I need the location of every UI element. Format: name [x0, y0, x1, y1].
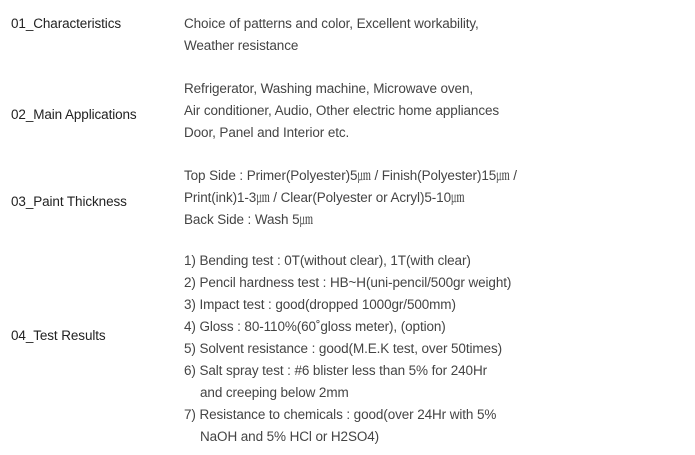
content-line: 5) Solvent resistance : good(M.E.K test, over 50times) — [184, 341, 502, 356]
content-line: Refrigerator, Washing machine, Microwave oven, — [184, 81, 474, 96]
section-label-characteristics: 01_Characteristics — [11, 16, 121, 31]
content-line: 7) Resistance to chemicals : good(over 24Hr with 5% — [184, 407, 497, 422]
content-line: 4) Gloss : 80-110%(60˚gloss meter), (option) — [184, 319, 446, 334]
section-label-paint-thickness: 03_Paint Thickness — [11, 194, 127, 209]
section-content-paint-thickness — [184, 165, 517, 231]
content-line: Door, Panel and Interior etc. — [184, 125, 350, 140]
content-line: NaOH and 5% HCl or H2SO4) — [200, 429, 380, 444]
content-line: 1) Bending test : 0T(without clear), 1T(with clear) — [184, 253, 471, 268]
content-line: and creeping below 2mm — [200, 385, 349, 400]
content-line: Back Side : Wash 5㎛ — [184, 212, 313, 227]
section-content-characteristics — [184, 13, 479, 57]
content-line: Weather resistance — [184, 38, 299, 53]
content-line: Print(ink)1-3㎛ / Clear(Polyester or Acryl)5-10㎛ — [184, 190, 465, 205]
section-label-test-results: 04_Test Results — [11, 328, 106, 343]
section-content-main-applications — [184, 78, 499, 144]
section-content-test-results — [184, 250, 511, 448]
content-line: 2) Pencil hardness test : HB~H(uni-pencil/500gr weight) — [184, 275, 512, 290]
content-line: Air conditioner, Audio, Other electric home appliances — [184, 103, 500, 118]
content-line: Top Side : Primer(Polyester)5㎛ / Finish(Polyester)15㎛ / — [184, 168, 517, 183]
content-line: 3) Impact test : good(dropped 1000gr/500mm) — [184, 297, 456, 312]
content-line: Choice of patterns and color, Excellent workability, — [184, 16, 479, 31]
content-line: 6) Salt spray test : #6 blister less than 5% for 240Hr — [184, 363, 487, 378]
section-label-main-applications: 02_Main Applications — [11, 107, 137, 122]
